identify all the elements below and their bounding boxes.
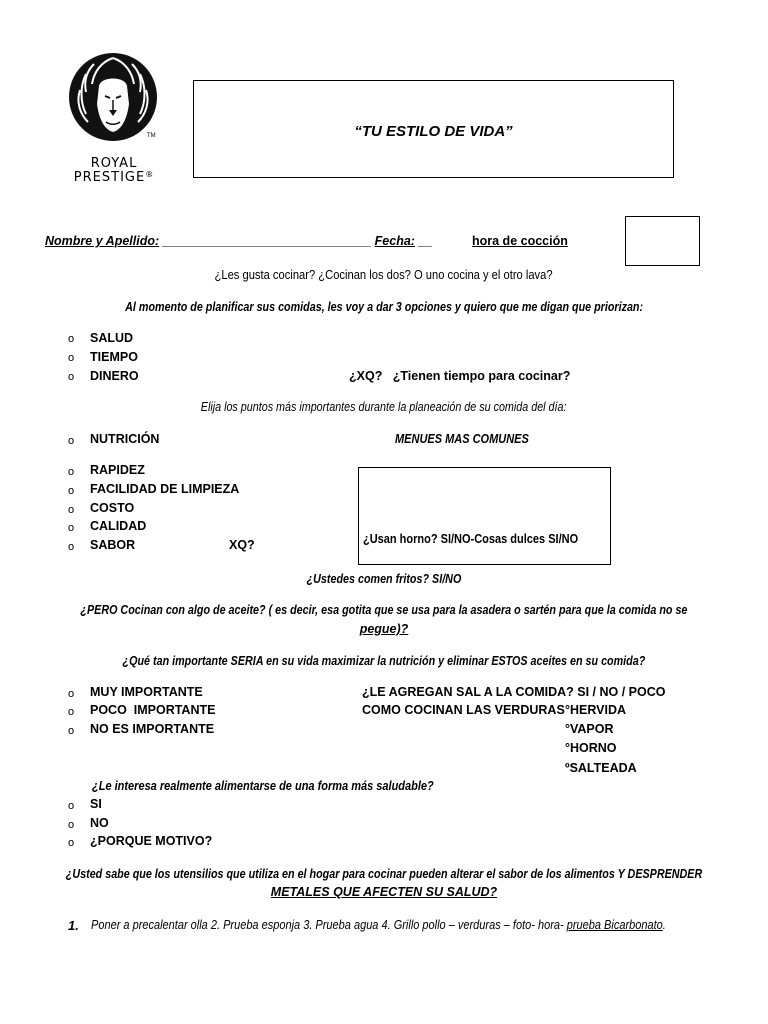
option-salud[interactable]: SALUD [90,331,134,345]
option-sabor[interactable]: SABOR [90,538,136,552]
points-xq: XQ? [229,538,255,552]
option-poco-importante[interactable]: POCO IMPORTANTE [90,703,216,717]
menus-heading: MENUES MAS COMUNES [395,432,529,446]
bullet-icon: o [68,352,75,364]
bullet-icon: o [68,541,75,553]
option-facilidad-limpieza[interactable]: FACILIDAD DE LIMPIEZA [90,482,240,496]
logo-line-prestige: PRESTIGE® [73,170,155,185]
veg-option-salteada[interactable]: ºSALTEADA [565,761,637,775]
question-utensils-line2: METALES QUE AFECTEN SU SALUD? [270,885,498,899]
veg-option-horno[interactable]: °HORNO [565,741,617,755]
menus-box-text: ¿Usan horno? SI/NO-Cosas dulces SI/NO [363,532,579,546]
priority-followup: ¿XQ? ¿Tienen tiempo para cocinar? [349,369,571,383]
logo-line-royal: ROYAL [90,156,138,171]
option-muy-importante[interactable]: MUY IMPORTANTE [90,685,203,699]
bullet-icon: o [68,688,75,700]
bullet-icon: o [68,837,75,849]
bullet-icon: o [68,333,75,345]
option-tiempo[interactable]: TIEMPO [90,350,138,364]
question-healthy: ¿Le interesa realmente alimentarse de una forma más saludable? [92,779,434,793]
cook-time-box[interactable] [625,216,700,266]
veg-question: COMO COCINAN LAS VERDURAS [362,703,565,717]
option-dinero[interactable]: DINERO [90,369,139,383]
bullet-icon: o [68,819,75,831]
bullet-icon: o [68,371,75,383]
step-number: 1. [68,918,79,933]
step-text-line: Poner a precalentar olla 2. Prueba esponja 3. Prueba agua 4. Grillo pollo – verduras – foto- hora- prueba Bicarbonato. [91,918,666,932]
page-title: “TU ESTILO DE VIDA” [354,123,513,140]
veg-option-hervida[interactable]: °HERVIDA [565,703,627,717]
bullet-icon: o [68,466,75,478]
bullet-icon: o [68,504,75,516]
question-cooking: ¿Les gusta cocinar? ¿Cocinan los dos? O uno cocina y el otro lava? [214,267,554,282]
bullet-icon: o [68,706,75,718]
option-no[interactable]: NO [90,816,109,830]
salt-question: ¿LE AGREGAN SAL A LA COMIDA? SI / NO / POCO [362,685,666,699]
step-link-bicarbonato[interactable]: prueba Bicarbonato [566,918,663,932]
step-text: Poner a precalentar olla 2. Prueba esponja 3. Prueba agua 4. Grillo pollo – verduras – foto- hora- [91,918,567,932]
date-blank[interactable]: __ [418,234,433,248]
lion-emblem-icon [66,50,162,146]
bullet-icon: o [68,725,75,737]
cook-time-label: hora de cocción [472,234,568,248]
question-oil-line1: ¿PERO Cocinan con algo de aceite? ( es decir, esa gotita que se usa para la asadera o sartén para que la comida no se [80,603,688,617]
menus-box[interactable] [358,467,611,565]
option-rapidez[interactable]: RAPIDEZ [90,463,145,477]
question-fried: ¿Ustedes comen fritos? SI/NO [306,572,462,586]
question-utensils-line1: ¿Usted sabe que los utensilios que utiliza en el hogar para cocinar pueden alterar el sabor de los alimentos Y DESPRENDER [65,867,703,881]
question-points: Elija los puntos más importantes durante la planeación de su comida del día: [201,400,567,414]
veg-option-vapor[interactable]: °VAPOR [565,722,614,736]
question-nutrition: ¿Qué tan importante SERIA en su vida maximizar la nutrición y eliminar ESTOS aceites en su comida? [122,654,646,668]
bullet-icon: o [68,435,75,447]
option-nutricion[interactable]: NUTRICIÓN [90,432,160,446]
question-oil-line2: pegue)? [359,622,409,636]
option-si[interactable]: SI [90,797,102,811]
option-costo[interactable]: COSTO [90,501,135,515]
bullet-icon: o [68,522,75,534]
option-porque-motivo[interactable]: ¿PORQUE MOTIVO? [90,834,213,848]
bullet-icon: o [68,485,75,497]
trademark-mark: TM [147,133,156,139]
name-blank[interactable]: ______________________________ [162,234,372,248]
option-calidad[interactable]: CALIDAD [90,519,147,533]
name-label: Nombre y Apellido: [45,234,160,248]
question-priorities: Al momento de planificar sus comidas, les voy a dar 3 opciones y quiero que me digan que priorizan: [125,300,643,314]
title-box [193,80,674,178]
bullet-icon: o [68,800,75,812]
name-field[interactable] [45,234,432,248]
option-no-es-importante[interactable]: NO ES IMPORTANTE [90,722,215,736]
date-label: Fecha: [374,234,415,248]
